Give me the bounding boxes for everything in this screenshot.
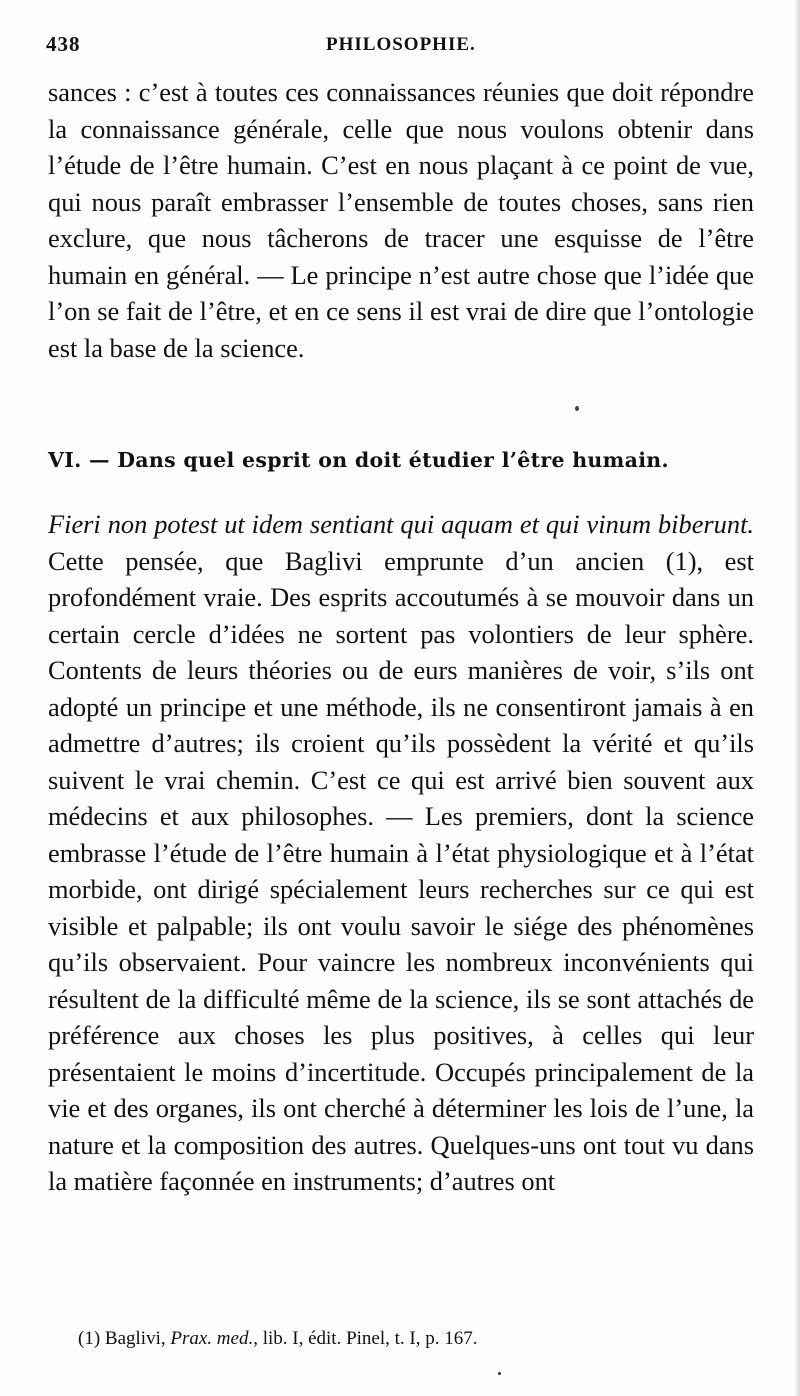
- footnote-marker: (1): [78, 1328, 101, 1349]
- footnote-work: Prax. med.: [170, 1328, 254, 1349]
- section-heading: VI. — Dans quel esprit on doit étudier l’être humain.: [48, 448, 669, 472]
- paragraph-1: sances : c’est à toutes ces connaissances réunies que doit répondre la connaissance générale, celle que nous voulons obtenir dans l’étude de l’être humain. C’est en nous plaçant à ce point de vue, qui nous paraît embrasser l’ensemble de toutes choses, sans rien exclure, que nous tâcherons de tracer une esquisse de l’être humain en général. — Le principe n’est autre chose que l’idée que l’on se fait de l’être, et en ce sens il est vrai de dire que l’ontologie est la base de la science.: [48, 77, 754, 363]
- paragraph-2-text: Cette pensée, que Baglivi emprunte d’un ancien (1), est profondément vraie. Des esprits accoutumés à se mouvoir dans un certain cercle d’idées ne sortent pas volontiers de leur sphère. Contents de leurs théories ou de eurs manières de voir, s’ils ont adopté un principe et une méthode, ils ne consentiront jamais à en admettre d’autres; ils croient qu’ils possèdent la vérité et qu’ils suivent le vrai chemin. C’est ce qui est arrivé bien souvent aux médecins et aux philosophes. — Les premiers, dont la science embrasse l’étude de l’être humain à l’état physiologique et à l’état morbide, ont dirigé spécialement leurs recherches sur ce qui est visible et palpable; ils ont voulu savoir le siége des phénomènes qu’ils observaient. Pour vaincre les nombreux inconvénients qui résultent de la difficulté même de la science, ils se sont attachés de préférence aux choses les plus positives, à celles qui leur présentaient le moins d’incertitude. Occupés principalement de la vie et des organes, ils ont cherché à déterminer les lois de l’une, la nature et la composition des autres. Quelques-uns ont tout vu dans la matière façonnée en instruments; d’autres ont: [48, 545, 754, 1196]
- paragraph-2: [48, 506, 754, 1200]
- page-number: 438: [46, 32, 81, 56]
- running-head: PHILOSOPHIE.: [326, 34, 476, 55]
- footnote-author: Baglivi,: [100, 1328, 171, 1349]
- footnote-reference: , lib. I, édit. Pinel, t. I, p. 167.: [253, 1328, 478, 1349]
- page-header: [46, 32, 756, 68]
- footnote: [78, 1326, 738, 1352]
- bottom-ink-dot: [498, 1372, 501, 1375]
- page-edge-shadow: [794, 0, 800, 1396]
- latin-quotation: Fieri non potest ut idem sentiant qui aquam et qui vinum biberunt.: [48, 509, 754, 539]
- ink-dot: [575, 406, 579, 411]
- body-text: [48, 74, 754, 1200]
